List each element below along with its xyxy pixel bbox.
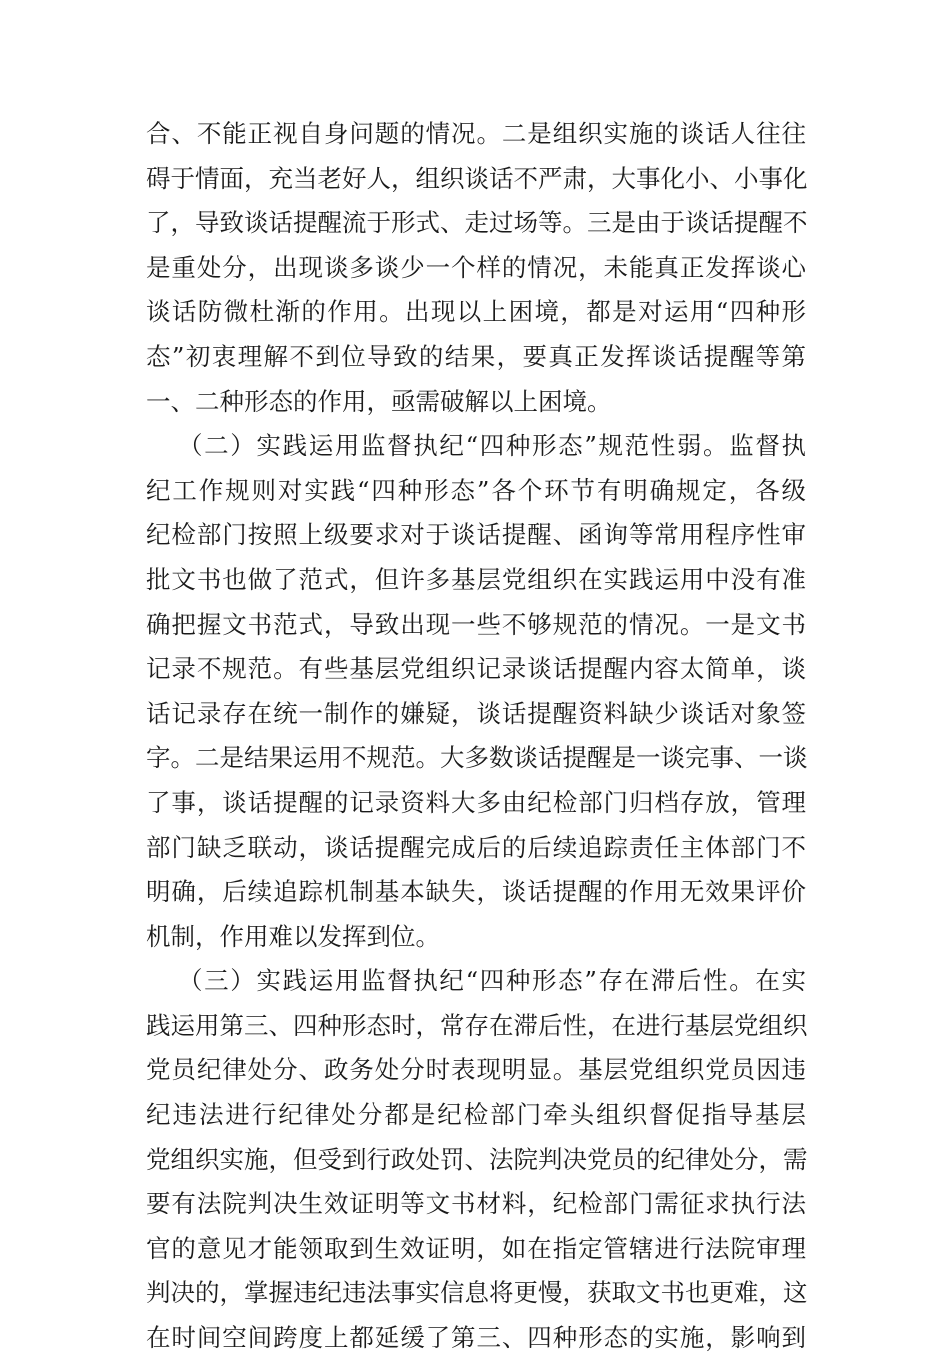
text-line: 纪工作规则对实践“四种形态”各个环节有明确规定，各级 <box>146 475 806 505</box>
section-heading-line: （三）实践运用监督执纪“四种形态”存在滞后性。在实 <box>178 966 806 996</box>
text-line: 了事，谈话提醒的记录资料大多由纪检部门归档存放，管理 <box>146 787 806 817</box>
text-line: 字。二是结果运用不规范。大多数谈话提醒是一谈完事、一谈 <box>146 743 808 773</box>
text-line: 批文书也做了范式，但许多基层党组织在实践运用中没有准 <box>146 564 806 594</box>
text-line: 碍于情面，充当老好人，组织谈话不严肃，大事化小、小事化 <box>146 163 808 193</box>
text-line: 党组织实施，但受到行政处罚、法院判决党员的纪律处分，需 <box>146 1144 808 1174</box>
text-line: 要有法院判决生效证明等文书材料，纪检部门需征求执行法 <box>146 1189 806 1219</box>
text-line: 在时间空间跨度上都延缓了第三、四种形态的实施，影响到 <box>146 1323 806 1353</box>
text-line: 合、不能正视自身问题的情况。二是组织实施的谈话人往往 <box>146 119 806 148</box>
text-line: 是重处分，出现谈多谈少一个样的情况，未能真正发挥谈心 <box>146 252 806 282</box>
text-line: 部门缺乏联动，谈话提醒完成后的后续追踪责任主体部门不 <box>146 832 806 862</box>
body-text <box>146 112 806 1361</box>
text-line: 践运用第三、四种形态时，常存在滞后性，在进行基层党组织 <box>146 1010 808 1040</box>
text-line: 明确，后续追踪机制基本缺失，谈话提醒的作用无效果评价 <box>146 877 806 907</box>
text-line: 态”初衷理解不到位导致的结果，要真正发挥谈话提醒等第 <box>146 341 806 371</box>
text-line: 官的意见才能领取到生效证明，如在指定管辖进行法院审理 <box>146 1233 806 1263</box>
text-line: 一、二种形态的作用，亟需破解以上困境。 <box>146 386 612 416</box>
text-line: 确把握文书范式，导致出现一些不够规范的情况。一是文书 <box>146 609 806 639</box>
text-line: 纪检部门按照上级要求对于谈话提醒、函询等常用程序性审 <box>146 520 806 550</box>
section-heading-line: （二）实践运用监督执纪“四种形态”规范性弱。监督执 <box>178 431 806 461</box>
text-line: 记录不规范。有些基层党组织记录谈话提醒内容太简单，谈 <box>146 654 806 684</box>
text-line: 机制，作用难以发挥到位。 <box>146 921 440 951</box>
text-line: 了，导致谈话提醒流于形式、走过场等。三是由于谈话提醒不 <box>146 208 808 238</box>
text-line: 谈话防微杜渐的作用。出现以上困境，都是对运用“四种形 <box>146 297 806 327</box>
text-line: 判决的，掌握违纪违法事实信息将更慢，获取文书也更难，这 <box>146 1278 808 1308</box>
text-line: 话记录存在统一制作的嫌疑，谈话提醒资料缺少谈话对象签 <box>146 698 806 728</box>
text-line: 党员纪律处分、政务处分时表现明显。基层党组织党员因违 <box>146 1055 806 1085</box>
text-line: 纪违法进行纪律处分都是纪检部门牵头组织督促指导基层 <box>146 1100 806 1130</box>
